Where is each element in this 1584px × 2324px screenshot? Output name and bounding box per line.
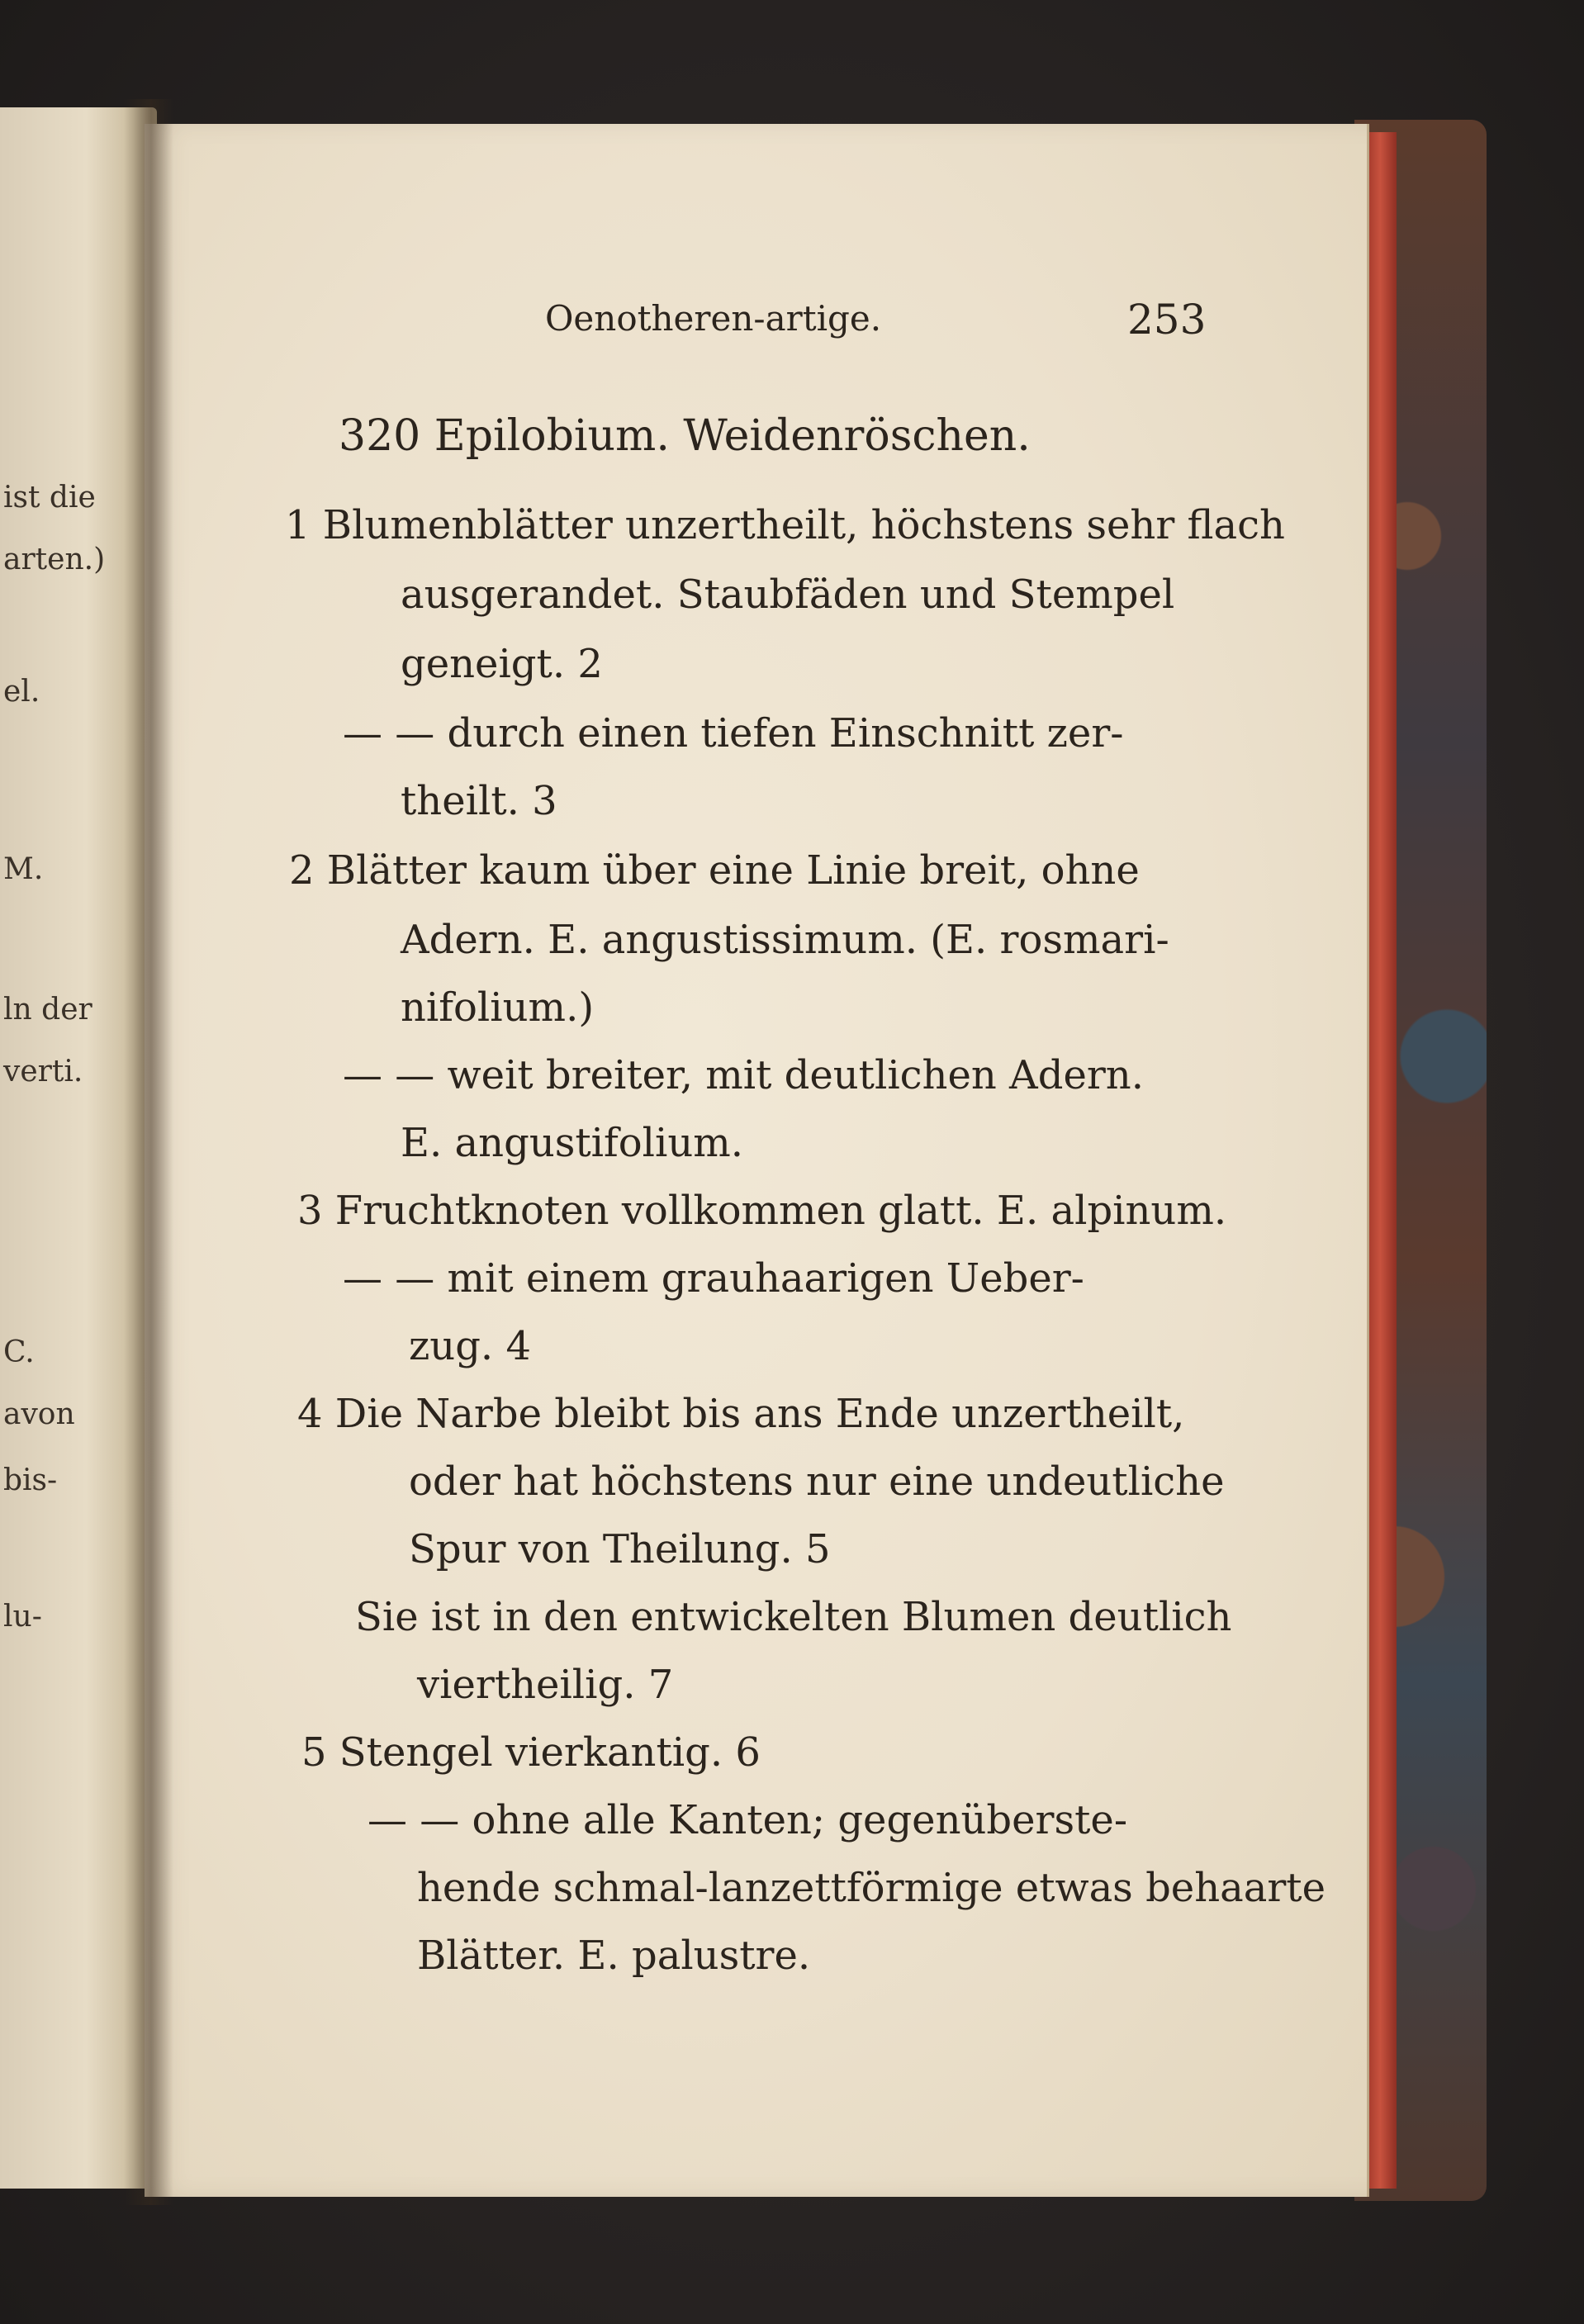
book-page: [145, 124, 1367, 2197]
key-line: geneigt. 2: [401, 641, 603, 687]
left-page-fragment: C.: [3, 1335, 35, 1369]
key-line: viertheilig. 7: [417, 1662, 674, 1708]
key-line: — — durch einen tiefen Einschnitt zer-: [343, 710, 1124, 756]
key-line: Spur von Theilung. 5: [409, 1526, 831, 1572]
key-line: nifolium.): [401, 984, 595, 1031]
key-line: — — mit einem grauhaarigen Ueber-: [343, 1255, 1084, 1302]
key-line: 3 Fruchtknoten vollkommen glatt. E. alpinum.: [297, 1188, 1227, 1234]
key-line: E. angustifolium.: [401, 1120, 744, 1166]
key-line: 1 Blumenblätter unzertheilt, höchstens sehr flach: [285, 502, 1285, 548]
left-page-fragment: bis-: [3, 1463, 58, 1497]
running-header: Oenotheren-artige.: [545, 298, 882, 339]
genus-heading: 320 Epilobium. Weidenröschen.: [339, 411, 1031, 461]
left-page-fragment: avon: [3, 1397, 75, 1431]
page-edges: [1367, 132, 1397, 2189]
left-page-fragment: M.: [3, 852, 44, 886]
left-page-fragment: verti.: [3, 1055, 83, 1088]
key-line: 2 Blätter kaum über eine Linie breit, ohne: [289, 847, 1140, 894]
key-line: — — ohne alle Kanten; gegenüberste-: [368, 1797, 1128, 1843]
page-number: 253: [1127, 296, 1207, 344]
key-line: oder hat höchstens nur eine undeutliche: [409, 1458, 1225, 1505]
key-line: zug. 4: [409, 1323, 531, 1369]
key-line: Blätter. E. palustre.: [417, 1933, 811, 1979]
left-page-fragment: ln der: [3, 993, 92, 1027]
left-page-fragment: arten.): [3, 543, 106, 576]
key-line: — — weit breiter, mit deutlichen Adern.: [343, 1052, 1144, 1098]
key-line: ausgerandet. Staubfäden und Stempel: [401, 572, 1175, 618]
gutter-shadow: [124, 99, 173, 2205]
key-line: hende schmal-lanzettförmige etwas behaarte: [417, 1865, 1326, 1911]
left-page-fragment: lu-: [3, 1600, 42, 1634]
key-line: theilt. 3: [401, 778, 557, 824]
left-page-fragment: el.: [3, 675, 40, 709]
left-page-fragment: ist die: [3, 481, 96, 515]
key-line: Sie ist in den entwickelten Blumen deutlich: [355, 1594, 1232, 1640]
key-line: 5 Stengel vierkantig. 6: [301, 1729, 761, 1776]
key-line: Adern. E. angustissimum. (E. rosmari-: [401, 917, 1169, 963]
key-line: 4 Die Narbe bleibt bis ans Ende unzertheilt,: [297, 1391, 1185, 1437]
